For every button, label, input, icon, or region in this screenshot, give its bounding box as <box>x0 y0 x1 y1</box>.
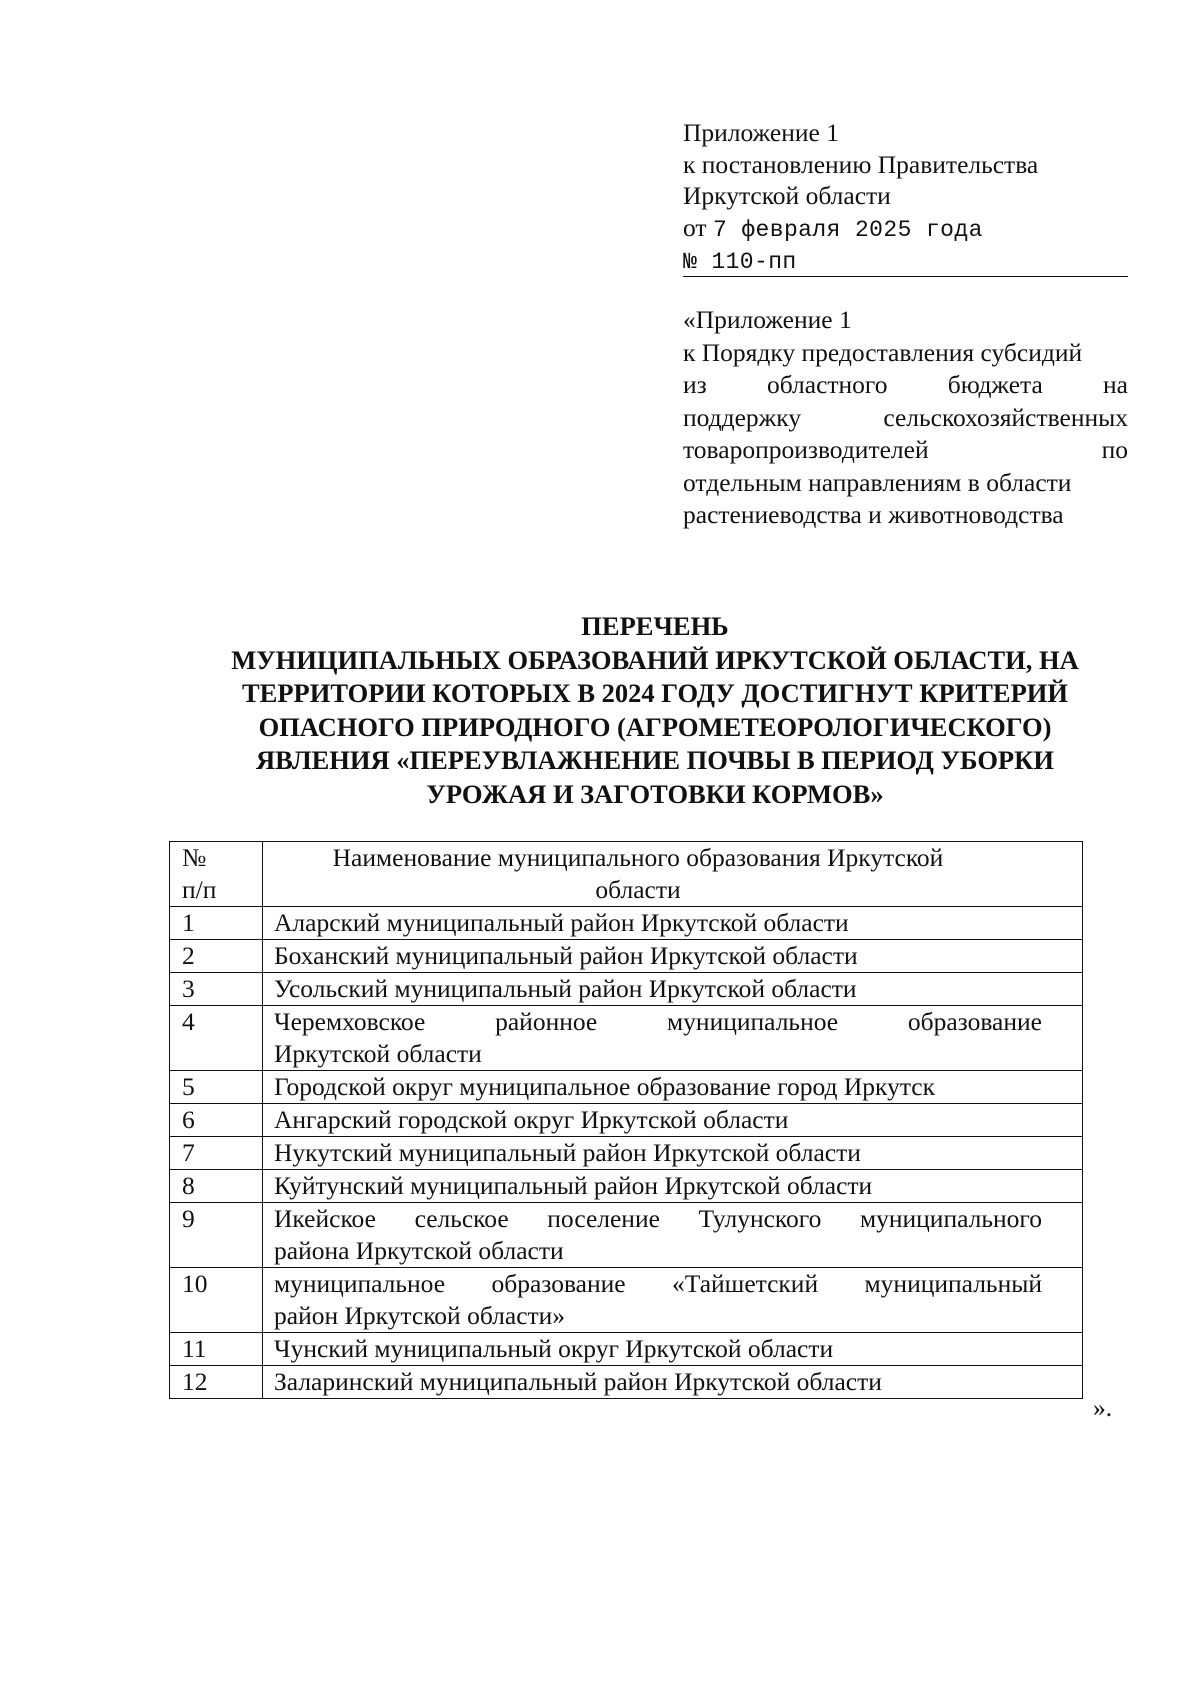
document-title <box>150 610 1160 811</box>
row-word: Тулунского <box>698 1204 822 1233</box>
municipalities-table <box>169 841 1083 1399</box>
row-num: 9 <box>170 1203 263 1268</box>
row-num: 8 <box>170 1170 263 1203</box>
header-num-cell <box>170 842 263 907</box>
row-name-line2: район Иркутской области» <box>274 1301 566 1330</box>
row-name <box>263 1006 1083 1071</box>
appendix-word: областного <box>766 370 888 399</box>
row-name: Чунский муниципальный округ Иркутской области <box>263 1333 1083 1366</box>
appendix-line-3 <box>683 369 1128 402</box>
closing-quote: ». <box>1093 1393 1113 1422</box>
document-number: № 110-пп <box>683 249 797 275</box>
row-word: образование <box>491 1269 626 1298</box>
row-num: 6 <box>170 1104 263 1137</box>
row-name <box>263 1268 1083 1333</box>
appendix-line-1: «Приложение 1 <box>683 305 852 334</box>
table-row <box>170 1268 1083 1333</box>
appendix-line-5 <box>683 434 1128 467</box>
row-num: 10 <box>170 1268 263 1333</box>
row-name-line1 <box>274 1268 1042 1300</box>
header-name-cell <box>263 842 1083 907</box>
table-row <box>170 1333 1083 1366</box>
table-header-row <box>170 842 1083 907</box>
row-name: Боханский муниципальный район Иркутской области <box>263 940 1083 973</box>
header-num-pp: п/п <box>182 875 217 904</box>
date-value: 7 февраля 2025 года <box>712 216 983 243</box>
table-row <box>170 1203 1083 1268</box>
row-num: 7 <box>170 1137 263 1170</box>
row-word: районное <box>495 1007 598 1036</box>
row-num: 5 <box>170 1071 263 1104</box>
appendix-line-6: отдельным направлениям в области <box>683 467 1072 497</box>
appendix-reference <box>683 304 1128 532</box>
table-row <box>170 973 1083 1006</box>
table-row <box>170 1104 1083 1137</box>
title-line: ОПАСНОГО ПРИРОДНОГО (АГРОМЕТЕОРОЛОГИЧЕСКОГО) <box>258 711 1052 742</box>
appendix-word: товаропроизводителей <box>683 435 929 464</box>
table-row <box>170 1071 1083 1104</box>
appendix-word: сельскохозяйственных <box>883 402 1128 432</box>
row-name-line1 <box>274 1006 1042 1038</box>
header-line-region: Иркутской области <box>683 181 891 210</box>
row-name: Ангарский городской округ Иркутской области <box>263 1104 1083 1137</box>
table-row <box>170 1170 1083 1203</box>
header-date-line <box>683 212 1128 247</box>
row-num: 4 <box>170 1006 263 1071</box>
appendix-line-4 <box>683 402 1128 435</box>
table-row <box>170 1137 1083 1170</box>
row-word: «Тайшетский <box>672 1269 819 1298</box>
appendix-word: из <box>683 370 707 399</box>
table-row <box>170 907 1083 940</box>
row-num: 2 <box>170 940 263 973</box>
title-line: ПЕРЕЧЕНЬ <box>581 611 729 641</box>
table-row <box>170 1006 1083 1071</box>
appendix-word: по <box>1101 435 1128 464</box>
title-line: МУНИЦИПАЛЬНЫХ ОБРАЗОВАНИЙ ИРКУТСКОЙ ОБЛАСТИ, НА <box>231 644 1079 675</box>
row-num: 1 <box>170 907 263 940</box>
row-name-line1 <box>274 1203 1042 1235</box>
row-word: муниципального <box>859 1204 1042 1233</box>
appendix-word: бюджета <box>947 370 1043 399</box>
row-name: Аларский муниципальный район Иркутской области <box>263 907 1083 940</box>
row-word: поселение <box>547 1204 660 1233</box>
row-name: Заларинский муниципальный район Иркутской области <box>263 1366 1083 1399</box>
title-line: ЯВЛЕНИЯ «ПЕРЕУВЛАЖНЕНИЕ ПОЧВЫ В ПЕРИОД УБОРКИ <box>256 745 1054 775</box>
appendix-word: поддержку <box>683 402 802 432</box>
resolution-header <box>683 117 1128 277</box>
table-row <box>170 940 1083 973</box>
date-prefix: от <box>683 212 707 242</box>
row-word: сельское <box>414 1204 509 1233</box>
row-num: 11 <box>170 1333 263 1366</box>
table-row <box>170 1366 1083 1399</box>
row-name: Усольский муниципальный район Иркутской области <box>263 973 1083 1006</box>
row-word: муниципальное <box>667 1007 839 1036</box>
row-word: образование <box>907 1007 1042 1036</box>
row-name <box>263 1203 1083 1268</box>
row-word: Черемховское <box>274 1007 426 1036</box>
title-line: ТЕРРИТОРИИ КОТОРЫХ В 2024 ГОДУ ДОСТИГНУТ КРИТЕРИЙ <box>241 678 1069 708</box>
header-name-line2: области <box>595 875 681 904</box>
appendix-word: на <box>1103 370 1128 399</box>
row-name: Городской округ муниципальное образование город Иркутск <box>263 1071 1083 1104</box>
title-line: УРОЖАЯ И ЗАГОТОВКИ КОРМОВ» <box>426 778 884 809</box>
row-name-line2: района Иркутской области <box>274 1236 564 1265</box>
row-name: Нукутский муниципальный район Иркутской области <box>263 1137 1083 1170</box>
header-num-symbol: № <box>182 843 207 872</box>
row-num: 3 <box>170 973 263 1006</box>
row-word: муниципальный <box>864 1269 1042 1298</box>
header-name-line1: Наименование муниципального образования Иркутской <box>332 843 944 872</box>
row-word: муниципальное <box>274 1269 446 1298</box>
row-word: Икейское <box>274 1204 376 1233</box>
header-line-resolution: к постановлению Правительства <box>683 149 1039 179</box>
appendix-line-2: к Порядку предоставления субсидий <box>683 337 1083 367</box>
row-num: 12 <box>170 1366 263 1399</box>
header-line-appendix: Приложение 1 <box>683 118 839 147</box>
header-number-line <box>683 246 1128 277</box>
appendix-line-7: растениеводства и животноводства <box>683 500 1064 529</box>
row-name-line2: Иркутской области <box>274 1039 482 1068</box>
row-name: Куйтунский муниципальный район Иркутской области <box>263 1170 1083 1203</box>
